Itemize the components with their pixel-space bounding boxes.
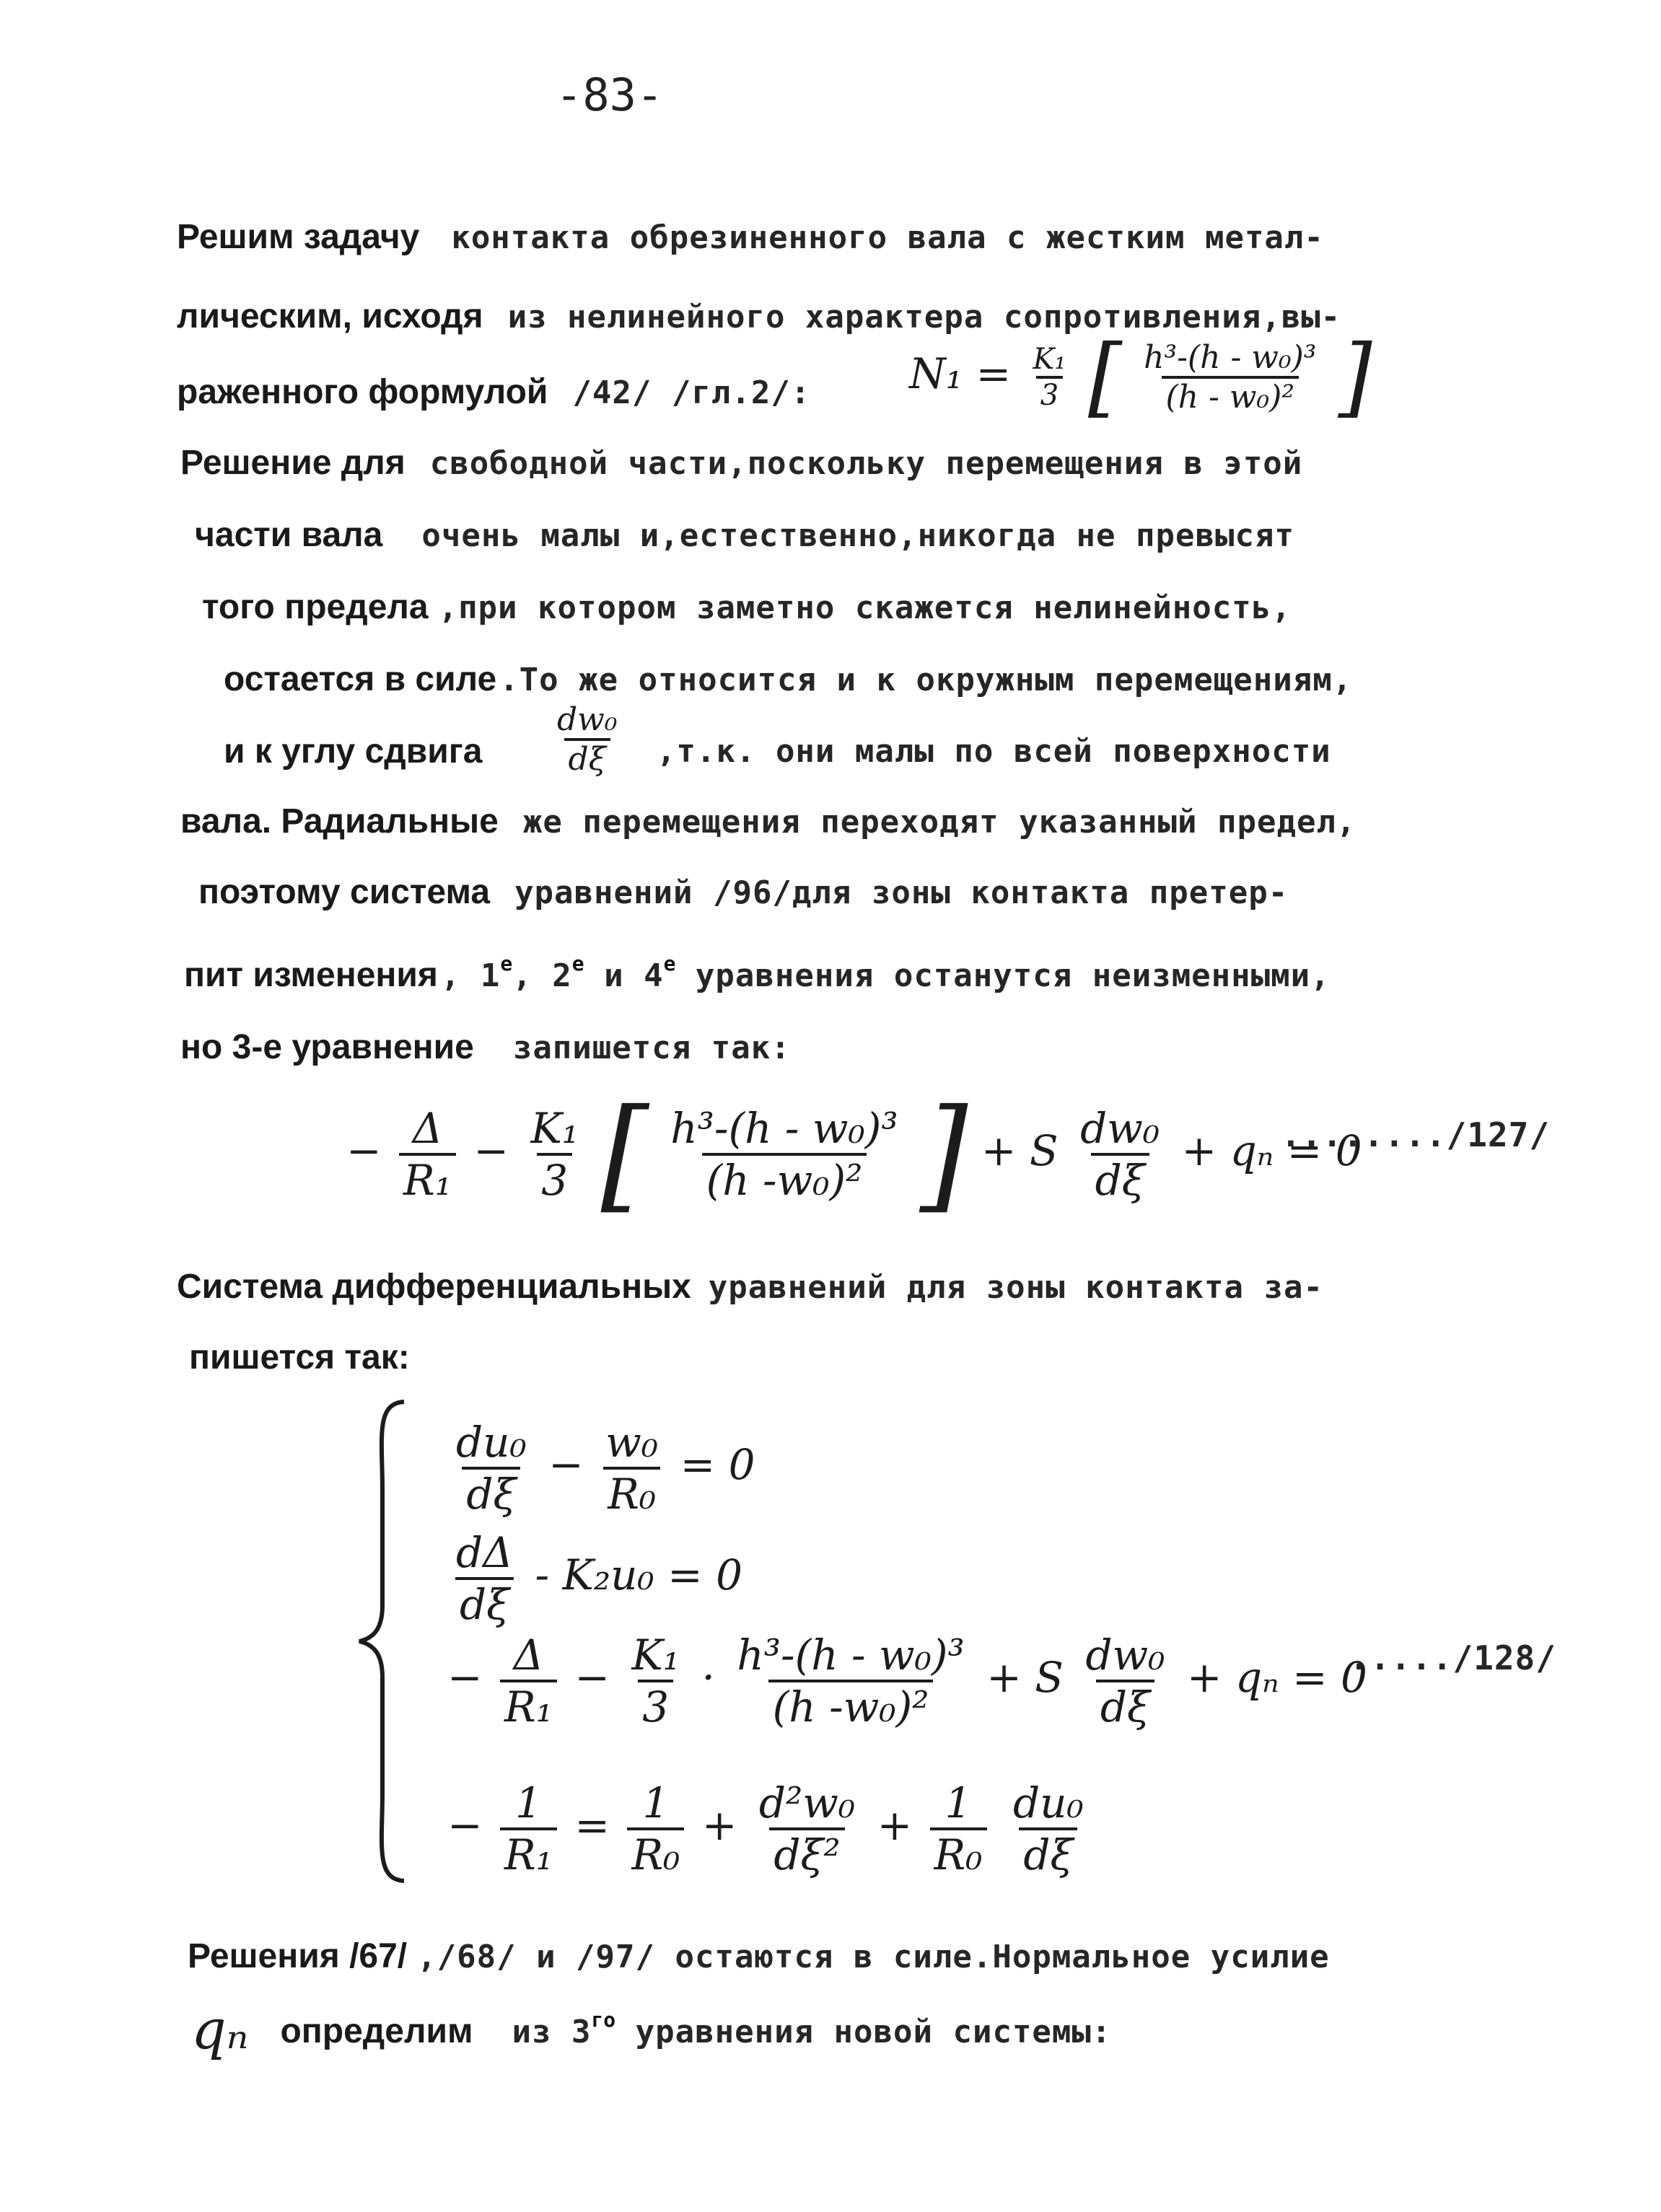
text-line-11: пит изменения , $1^е$, $2^е$ и $4^е$ уравнения останутся неизменными,: [184, 952, 1331, 994]
equation-127: − $\frac{\Delta}{\text{R₁}}$ − $\frac{\text{K₁}}{3}$ [ $\frac{\text{h³-(h - w₀)³}}{\text{(h -w₀)²}}$ ] + S $\frac{\text{dw₀}}{d\xi}$ + qₙ = 0: [346, 1083, 1362, 1226]
text-line-16: qₙ определим из $3^{го}$ уравнения новой системы:: [191, 1997, 1112, 2061]
text-line-15: Решения /67/ ,/68/ и /97/ остаются в силе.Нормальное усилие: [188, 1937, 1330, 1975]
text-line-6: того предела ,при котором заметно скажется нелинейность,: [202, 588, 1292, 626]
system-row-1: $\frac{\text{du₀}}{d\xi}$ − $\frac{\text{w₀}}{\text{R₀}}$ = 0: [456, 1418, 755, 1519]
text-line-5: части вала очень малы и,естественно,никогда не превысят: [195, 516, 1294, 554]
text-line-8: и к углу сдвига: [224, 732, 483, 771]
system-row-4: − $\frac{1}{\text{R₁}}$ = $\frac{1}{\text{R₀}}$ + $\frac{\text{d²w₀}}{\text{dξ²}}$ + $\frac{1}{\text{R₀}}$ $\frac{\text{du₀}}{d\xi}$: [447, 1778, 1084, 1879]
text-line-13: Система дифференциальных уравнений для зоны контакта за-: [177, 1268, 1323, 1306]
text-line-4: Решение для свободной части,поскольку перемещения в этой: [180, 444, 1303, 482]
equation-127-label: ......../127/: [1281, 1115, 1551, 1154]
text-line-9: вала. Радиальные же перемещения переходят указанный предел,: [180, 802, 1357, 841]
formula-n1: N₁ = $\frac{\text{K₁}}{3}$ [ $\frac{\text{h³-(h - w₀)³}}{\text{(h - w₀)²}}$ ]: [909, 327, 1372, 427]
text-line-10: поэтому система уравнений /96/для зоны контакта претер-: [198, 873, 1289, 911]
left-brace-icon: [354, 1396, 411, 1887]
text-line-1: Решим задачу контакта обрезиненного вала с жестким метал-: [177, 218, 1324, 256]
text-line-7: остается в силе .То же относится и к окружным перемещениям,: [224, 660, 1353, 698]
angle-fraction: $\frac{\text{dw₀}}{d\xi}$: [557, 701, 618, 778]
system-row-2: $\frac{d\Delta}{d\xi}$ - K₂u₀ = 0: [456, 1528, 743, 1629]
text-line-3: раженного формулой /42/ /гл.2/:: [177, 373, 811, 411]
text-line-2: лическим, исходя из нелинейного характера сопротивления,вы-: [177, 297, 1341, 335]
system-128-label: ...../128/: [1349, 1638, 1556, 1677]
text-line-12: но 3-е уравнение запишется так:: [180, 1028, 791, 1066]
system-row-3: − $\frac{\Delta}{\text{R₁}}$ − $\frac{\text{K₁}}{3}$ · $\frac{\text{h³-(h - w₀)³}}{\text{(h -w₀)²}}$ + S $\frac{\text{dw₀}}{d\xi}$ + qₙ = 0: [447, 1631, 1367, 1732]
text-line-14: пишется так:: [189, 1338, 410, 1377]
page-number: -83-: [556, 69, 664, 121]
text-line-8-rest: ,т.к. они малы по всей поверхности: [657, 733, 1331, 770]
